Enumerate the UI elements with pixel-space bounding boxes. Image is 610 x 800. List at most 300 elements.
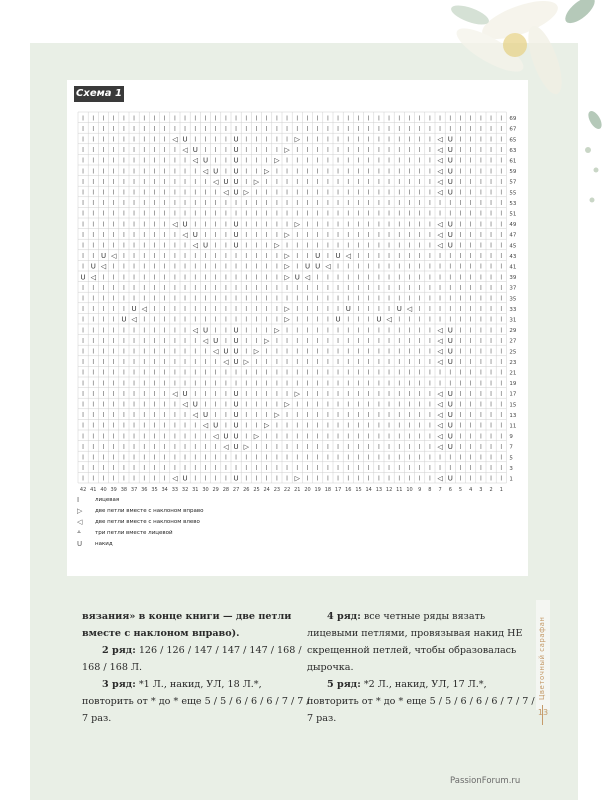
row-label: 39 xyxy=(509,275,517,282)
knit-cell: I xyxy=(184,336,187,345)
knit-cell: I xyxy=(255,368,258,377)
stitch-cell: ▷ xyxy=(284,273,290,282)
knit-cell: I xyxy=(143,453,146,462)
stitch-cell: ▷ xyxy=(284,252,290,261)
knit-cell: I xyxy=(133,188,136,197)
knit-cell: I xyxy=(306,283,309,292)
row-label: 59 xyxy=(509,169,517,176)
stitch-cell: ◁ xyxy=(437,474,443,483)
knit-cell: I xyxy=(306,156,309,165)
knit-cell: I xyxy=(490,464,493,473)
knit-cell: I xyxy=(388,283,391,292)
knit-cell: I xyxy=(143,177,146,186)
knit-cell: I xyxy=(204,283,207,292)
knit-symbol-icon: I xyxy=(77,495,80,504)
knit-cell: I xyxy=(102,220,105,229)
knit-cell: I xyxy=(194,347,197,356)
knit-cell: I xyxy=(428,358,431,367)
knit-cell: I xyxy=(265,326,268,335)
knit-cell: I xyxy=(377,400,380,409)
knit-cell: I xyxy=(500,283,503,292)
stitch-cell: U xyxy=(315,262,321,271)
legend-label: лицевая xyxy=(95,496,120,503)
knit-cell: I xyxy=(347,146,350,155)
knit-cell: I xyxy=(326,177,329,186)
knit-cell: I xyxy=(194,283,197,292)
knit-cell: I xyxy=(286,347,289,356)
row-label: 17 xyxy=(509,391,517,398)
knit-cell: I xyxy=(204,188,207,197)
knit-cell: I xyxy=(122,146,125,155)
knit-cell: I xyxy=(235,368,238,377)
knit-cell: I xyxy=(112,400,115,409)
knit-cell: I xyxy=(224,326,227,335)
knit-cell: I xyxy=(337,124,340,133)
knit-cell: I xyxy=(214,400,217,409)
knit-cell: I xyxy=(377,389,380,398)
knit-cell: I xyxy=(92,400,95,409)
knit-cell: I xyxy=(367,474,370,483)
knit-cell: I xyxy=(122,442,125,451)
knit-cell: I xyxy=(469,220,472,229)
knit-cell: I xyxy=(92,114,95,123)
knit-cell: I xyxy=(133,442,136,451)
knit-cell: I xyxy=(204,432,207,441)
column-label: 5 xyxy=(458,487,463,493)
knit-cell: I xyxy=(306,305,309,314)
knit-cell: I xyxy=(337,156,340,165)
knit-cell: I xyxy=(418,273,421,282)
knit-cell: I xyxy=(357,177,360,186)
stitch-cell: U xyxy=(233,347,239,356)
knit-cell: I xyxy=(82,442,85,451)
knit-cell: I xyxy=(347,358,350,367)
knit-cell: I xyxy=(204,114,207,123)
knit-cell: I xyxy=(286,114,289,123)
legend-label: накид xyxy=(95,540,113,547)
knit-cell: I xyxy=(245,124,248,133)
knit-cell: I xyxy=(316,241,319,250)
knit-cell: I xyxy=(490,400,493,409)
knit-cell: I xyxy=(296,305,299,314)
knit-cell: I xyxy=(173,114,176,123)
knit-cell: I xyxy=(418,389,421,398)
knit-cell: I xyxy=(275,262,278,271)
knit-cell: I xyxy=(500,358,503,367)
knit-cell: I xyxy=(479,273,482,282)
knit-cell: I xyxy=(347,453,350,462)
row-label: 13 xyxy=(509,412,517,419)
knit-cell: I xyxy=(102,188,105,197)
knit-cell: I xyxy=(500,389,503,398)
knit-cell: I xyxy=(163,114,166,123)
knit-cell: I xyxy=(388,400,391,409)
knit-cell: I xyxy=(459,156,462,165)
knit-cell: I xyxy=(459,474,462,483)
knit-cell: I xyxy=(408,273,411,282)
knit-cell: I xyxy=(82,146,85,155)
knit-cell: I xyxy=(163,432,166,441)
knit-cell: I xyxy=(459,315,462,324)
knit-cell: I xyxy=(316,146,319,155)
knit-cell: I xyxy=(459,336,462,345)
paragraph-5 xyxy=(307,676,535,727)
knit-cell: I xyxy=(388,241,391,250)
knit-cell: I xyxy=(337,262,340,271)
knit-cell: I xyxy=(367,156,370,165)
knit-cell: I xyxy=(500,209,503,218)
knit-cell: I xyxy=(82,411,85,420)
knit-cell: I xyxy=(357,400,360,409)
knit-cell: I xyxy=(337,442,340,451)
stitch-cell: ▷ xyxy=(243,358,249,367)
knit-cell: I xyxy=(377,273,380,282)
stitch-cell: ▷ xyxy=(294,135,300,144)
knit-cell: I xyxy=(459,283,462,292)
stitch-cell: U xyxy=(182,220,188,229)
knit-cell: I xyxy=(122,156,125,165)
knit-cell: I xyxy=(143,114,146,123)
knit-cell: I xyxy=(153,379,156,388)
knit-cell: I xyxy=(255,188,258,197)
knit-cell: I xyxy=(296,124,299,133)
knit-cell: I xyxy=(479,252,482,261)
knit-cell: I xyxy=(459,464,462,473)
knit-cell: I xyxy=(143,199,146,208)
knit-cell: I xyxy=(388,442,391,451)
knit-cell: I xyxy=(286,209,289,218)
knit-cell: I xyxy=(173,283,176,292)
knit-cell: I xyxy=(306,252,309,261)
knit-cell: I xyxy=(235,305,238,314)
knit-cell: I xyxy=(306,135,309,144)
knit-cell: I xyxy=(82,188,85,197)
knit-cell: I xyxy=(469,305,472,314)
knit-cell: I xyxy=(347,135,350,144)
row-label: 9 xyxy=(509,434,513,441)
knit-cell: I xyxy=(377,199,380,208)
knit-cell: I xyxy=(184,156,187,165)
knit-cell: I xyxy=(418,400,421,409)
knit-cell: I xyxy=(286,368,289,377)
knit-cell: I xyxy=(347,209,350,218)
stitch-cell: ◁ xyxy=(437,421,443,430)
knit-cell: I xyxy=(204,379,207,388)
knit-cell: I xyxy=(92,199,95,208)
knit-cell: I xyxy=(439,273,442,282)
knit-cell: I xyxy=(153,442,156,451)
knit-cell: I xyxy=(490,262,493,271)
knit-cell: I xyxy=(449,209,452,218)
knit-cell: I xyxy=(326,156,329,165)
knit-cell: I xyxy=(214,294,217,303)
knit-cell: I xyxy=(235,453,238,462)
knit-cell: I xyxy=(102,230,105,239)
knit-cell: I xyxy=(398,273,401,282)
knit-cell: I xyxy=(163,389,166,398)
knit-cell: I xyxy=(194,453,197,462)
knit-cell: I xyxy=(214,368,217,377)
knit-cell: I xyxy=(173,124,176,133)
knit-cell: I xyxy=(133,411,136,420)
knit-cell: I xyxy=(408,167,411,176)
knit-cell: I xyxy=(255,262,258,271)
knit-cell: I xyxy=(316,421,319,430)
knit-cell: I xyxy=(428,453,431,462)
knit-cell: I xyxy=(82,305,85,314)
knit-cell: I xyxy=(194,199,197,208)
knit-cell: I xyxy=(275,167,278,176)
knit-cell: I xyxy=(245,220,248,229)
knit-cell: I xyxy=(153,199,156,208)
knit-cell: I xyxy=(296,262,299,271)
knit-cell: I xyxy=(418,421,421,430)
knit-cell: I xyxy=(408,326,411,335)
stitch-cell: ▷ xyxy=(284,315,290,324)
knit-cell: I xyxy=(500,411,503,420)
knit-cell: I xyxy=(490,432,493,441)
knit-cell: I xyxy=(275,124,278,133)
knit-cell: I xyxy=(459,358,462,367)
knit-cell: I xyxy=(112,188,115,197)
knit-cell: I xyxy=(357,252,360,261)
knit-cell: I xyxy=(265,156,268,165)
stitch-cell: ◁ xyxy=(172,474,178,483)
stitch-cell: U xyxy=(100,252,107,261)
knit-cell: I xyxy=(92,326,95,335)
column-label: 20 xyxy=(304,487,311,493)
knit-cell: I xyxy=(490,209,493,218)
knit-cell: I xyxy=(367,252,370,261)
knit-cell: I xyxy=(479,262,482,271)
knit-cell: I xyxy=(398,294,401,303)
knit-cell: I xyxy=(306,326,309,335)
knit-cell: I xyxy=(398,209,401,218)
knit-cell: I xyxy=(82,421,85,430)
legend-row xyxy=(77,527,317,538)
knit-cell: I xyxy=(398,114,401,123)
knit-cell: I xyxy=(122,124,125,133)
row-label: 67 xyxy=(509,126,517,133)
stitch-cell: U xyxy=(182,474,188,483)
knit-cell: I xyxy=(133,358,136,367)
knit-cell: I xyxy=(408,474,411,483)
knit-cell: I xyxy=(316,294,319,303)
knit-cell: I xyxy=(418,326,421,335)
knit-cell: I xyxy=(428,283,431,292)
knit-cell: I xyxy=(316,389,319,398)
knit-cell: I xyxy=(367,400,370,409)
knit-cell: I xyxy=(92,177,95,186)
knit-cell: I xyxy=(337,273,340,282)
knit-cell: I xyxy=(459,252,462,261)
stitch-cell: ◁ xyxy=(437,442,443,451)
knit-cell: I xyxy=(143,464,146,473)
row-3-body: *1 Л., накид, УЛ, 18 Л.*, повторить от * до * еще 5 / 5 / 6 / 6 / 6 / 7 / 7 / 7 раз. xyxy=(82,679,310,724)
knit-cell: I xyxy=(357,421,360,430)
knit-cell: I xyxy=(469,146,472,155)
knit-cell: I xyxy=(255,283,258,292)
column-label: 36 xyxy=(141,487,148,493)
knit-cell: I xyxy=(428,156,431,165)
knit-cell: I xyxy=(102,273,105,282)
knit-cell: I xyxy=(82,167,85,176)
knit-cell: I xyxy=(275,177,278,186)
knit-cell: I xyxy=(388,347,391,356)
knit-cell: I xyxy=(143,432,146,441)
knit-cell: I xyxy=(347,389,350,398)
row-label: 37 xyxy=(509,285,517,292)
knit-cell: I xyxy=(255,241,258,250)
stitch-cell: ▷ xyxy=(253,432,260,441)
knit-cell: I xyxy=(428,421,431,430)
row-label: 15 xyxy=(509,402,517,409)
knit-cell: I xyxy=(377,146,380,155)
knit-cell: I xyxy=(479,209,482,218)
knit-cell: I xyxy=(214,252,217,261)
knit-cell: I xyxy=(357,273,360,282)
knit-cell: I xyxy=(82,241,85,250)
knit-cell: I xyxy=(184,209,187,218)
knit-cell: I xyxy=(479,474,482,483)
knit-cell: I xyxy=(326,199,329,208)
knit-cell: I xyxy=(265,220,268,229)
knit-cell: I xyxy=(490,389,493,398)
knit-cell: I xyxy=(439,199,442,208)
knit-cell: I xyxy=(316,336,319,345)
knit-cell: I xyxy=(112,199,115,208)
knit-cell: I xyxy=(255,146,258,155)
knit-cell: I xyxy=(388,453,391,462)
knit-cell: I xyxy=(490,474,493,483)
stitch-cell: U xyxy=(447,220,453,229)
knit-cell: I xyxy=(82,283,85,292)
knit-cell: I xyxy=(92,241,95,250)
knit-cell: I xyxy=(388,336,391,345)
stitch-cell: ◁ xyxy=(437,326,443,335)
knit-cell: I xyxy=(388,262,391,271)
knit-cell: I xyxy=(214,230,217,239)
knit-cell: I xyxy=(296,156,299,165)
row-label: 33 xyxy=(509,306,517,313)
knit-cell: I xyxy=(153,474,156,483)
knit-cell: I xyxy=(286,283,289,292)
knit-cell: I xyxy=(408,283,411,292)
knit-cell: I xyxy=(367,146,370,155)
knit-cell: I xyxy=(194,262,197,271)
knit-cell: I xyxy=(153,230,156,239)
knit-cell: I xyxy=(255,305,258,314)
knit-cell: I xyxy=(245,315,248,324)
knit-cell: I xyxy=(469,315,472,324)
knit-cell: I xyxy=(224,156,227,165)
knit-cell: I xyxy=(286,177,289,186)
knit-cell: I xyxy=(326,464,329,473)
knit-cell: I xyxy=(214,241,217,250)
stitch-cell: ▷ xyxy=(274,411,280,420)
knit-cell: I xyxy=(408,114,411,123)
knit-cell: I xyxy=(408,199,411,208)
knit-cell: I xyxy=(245,389,248,398)
stitch-cell: U xyxy=(213,167,219,176)
knit-cell: I xyxy=(153,411,156,420)
knit-cell: I xyxy=(347,124,350,133)
knit-cell: I xyxy=(112,114,115,123)
knit-cell: I xyxy=(408,252,411,261)
knit-cell: I xyxy=(82,220,85,229)
stitch-cell: ◁ xyxy=(386,315,392,324)
knit-cell: I xyxy=(439,453,442,462)
legend-row xyxy=(77,516,317,527)
knit-cell: I xyxy=(255,421,258,430)
column-label: 30 xyxy=(202,487,209,493)
knit-cell: I xyxy=(275,421,278,430)
knit-cell: I xyxy=(163,167,166,176)
stitch-cell: ◁ xyxy=(182,146,188,155)
knit-cell: I xyxy=(490,273,493,282)
knit-cell: I xyxy=(357,220,360,229)
knit-cell: I xyxy=(367,114,370,123)
knit-cell: I xyxy=(163,326,166,335)
stitch-cell: U xyxy=(447,167,453,176)
row-label: 53 xyxy=(509,200,517,207)
knit-cell: I xyxy=(418,294,421,303)
knit-cell: I xyxy=(255,167,258,176)
knit-cell: I xyxy=(367,336,370,345)
knit-cell: I xyxy=(326,305,329,314)
knit-cell: I xyxy=(102,400,105,409)
stitch-cell: U xyxy=(304,262,311,271)
knit-cell: I xyxy=(133,135,136,144)
knit-cell: I xyxy=(245,294,248,303)
knit-cell: I xyxy=(286,124,289,133)
stitch-cell: U xyxy=(233,230,239,239)
column-label: 22 xyxy=(283,487,291,493)
knit-cell: I xyxy=(245,453,248,462)
knit-cell: I xyxy=(92,453,95,462)
row-label: 41 xyxy=(509,264,517,271)
stitch-cell: U xyxy=(447,442,453,451)
knit-cell: I xyxy=(326,135,329,144)
knit-cell: I xyxy=(296,146,299,155)
row-label: 57 xyxy=(509,179,517,186)
knit-cell: I xyxy=(163,262,166,271)
knit-cell: I xyxy=(459,379,462,388)
knit-cell: I xyxy=(367,135,370,144)
knit-cell: I xyxy=(296,283,299,292)
knit-cell: I xyxy=(153,368,156,377)
knit-cell: I xyxy=(194,124,197,133)
knit-cell: I xyxy=(163,177,166,186)
knit-cell: I xyxy=(112,241,115,250)
knit-cell: I xyxy=(122,209,125,218)
knit-cell: I xyxy=(428,199,431,208)
knit-cell: I xyxy=(388,114,391,123)
knit-cell: I xyxy=(490,368,493,377)
knit-cell: I xyxy=(265,241,268,250)
knit-cell: I xyxy=(326,336,329,345)
knit-cell: I xyxy=(449,305,452,314)
knit-cell: I xyxy=(122,188,125,197)
knit-cell: I xyxy=(357,188,360,197)
knit-cell: I xyxy=(245,156,248,165)
stitch-cell: ◁ xyxy=(182,230,188,239)
knit-cell: I xyxy=(306,199,309,208)
knit-cell: I xyxy=(143,220,146,229)
knit-cell: I xyxy=(204,347,207,356)
stitch-cell: U xyxy=(396,305,402,314)
stitch-cell: ◁ xyxy=(437,167,443,176)
